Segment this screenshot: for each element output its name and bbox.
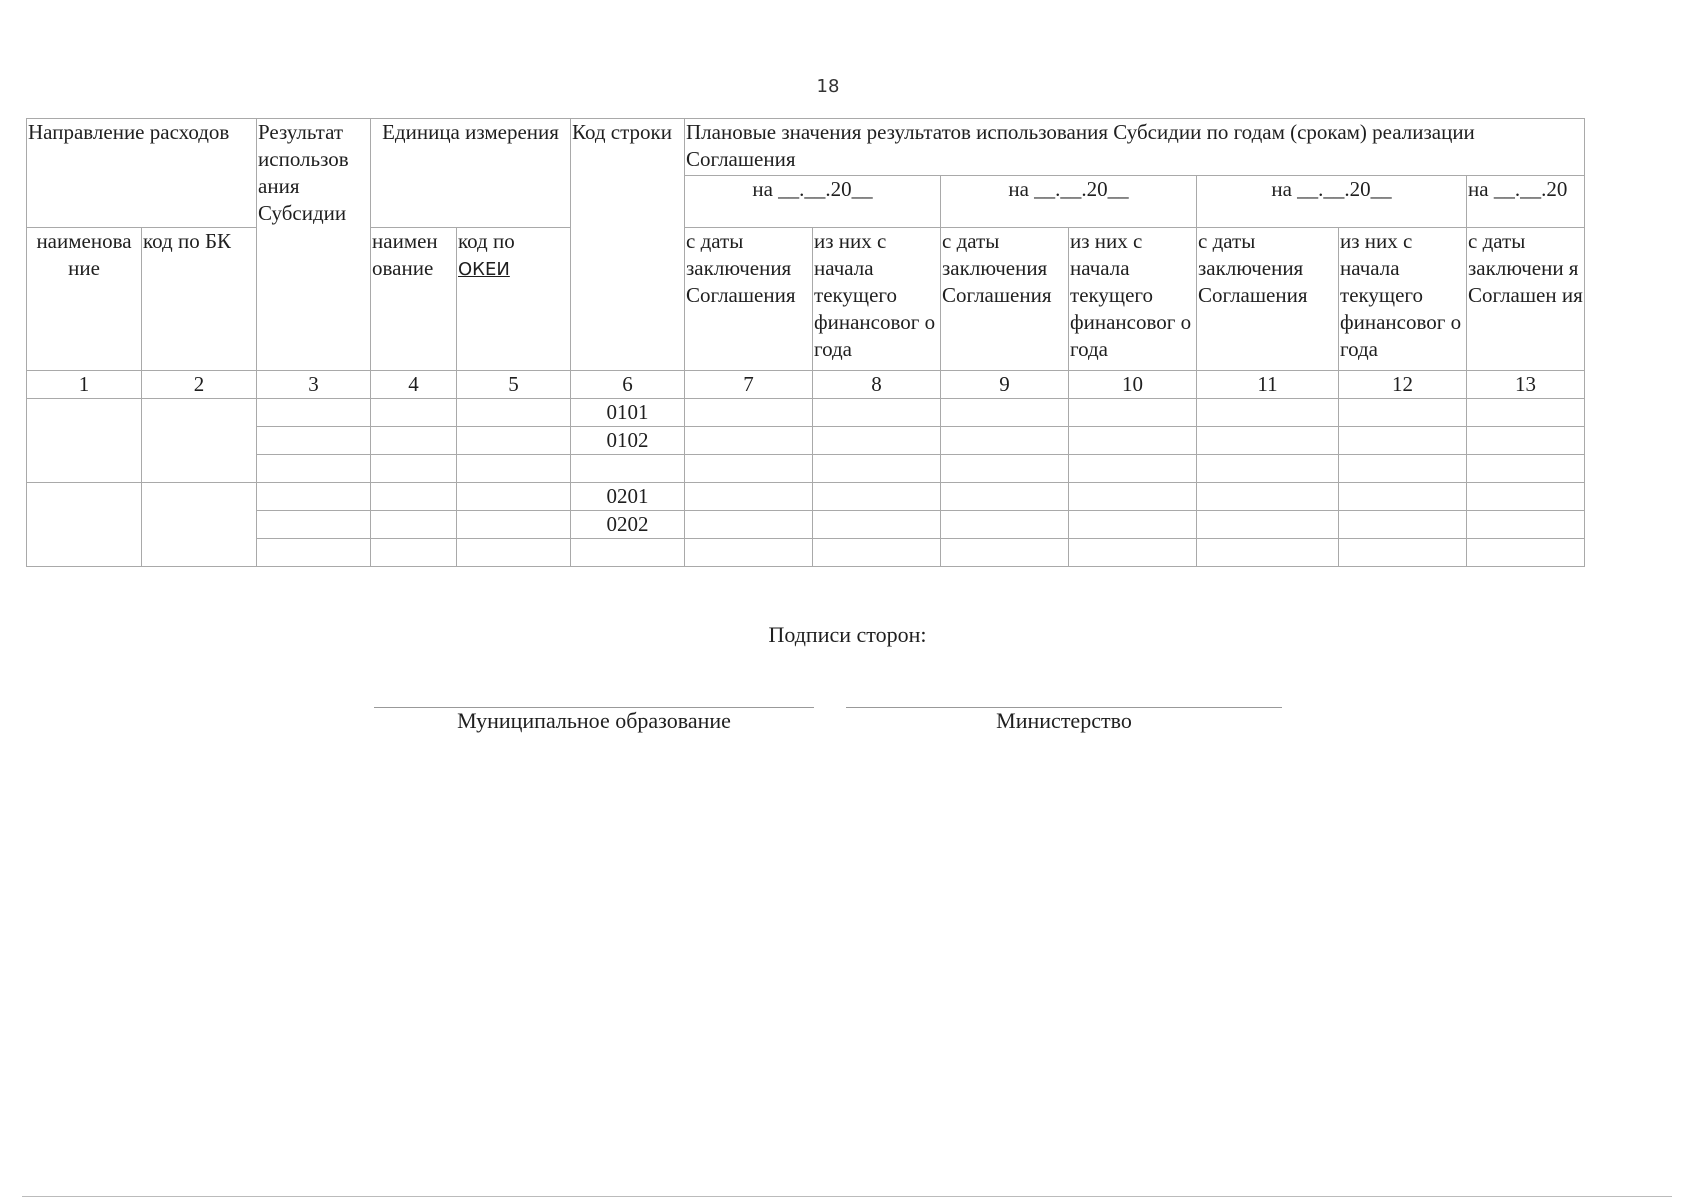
- direction-name-cell-1: [27, 399, 142, 483]
- col-num-6: 6: [571, 371, 685, 399]
- signature-label-left: Муниципальное образование: [457, 708, 731, 733]
- col-num-5: 5: [457, 371, 571, 399]
- col-num-3: 3: [257, 371, 371, 399]
- row-code: 0101: [571, 399, 685, 427]
- okei-label: ОКЕИ: [458, 259, 510, 280]
- col-num-10: 10: [1069, 371, 1197, 399]
- header-since-year-start-1: из них с начала текущего финансовог о года: [813, 228, 941, 371]
- header-unit: Единица измерения: [371, 119, 571, 228]
- header-row-code: Код строки: [571, 119, 685, 371]
- header-date-1: на __.__.20__: [685, 176, 941, 228]
- header-since-agreement-3: с даты заключения Соглашения: [1197, 228, 1339, 371]
- signature-label-right: Министерство: [996, 708, 1132, 733]
- col-num-7: 7: [685, 371, 813, 399]
- row-code: 0202: [571, 511, 685, 539]
- page-number: 18: [816, 76, 840, 97]
- row-code: 0201: [571, 483, 685, 511]
- row-code: 0102: [571, 427, 685, 455]
- col-num-1: 1: [27, 371, 142, 399]
- okei-prefix: код по: [458, 229, 515, 253]
- table-row: [27, 427, 1585, 455]
- col-num-9: 9: [941, 371, 1069, 399]
- table-row: [27, 483, 1585, 511]
- header-since-year-start-3: из них с начала текущего финансовог о года: [1339, 228, 1467, 371]
- col-num-13: 13: [1467, 371, 1585, 399]
- header-okei-code: [457, 228, 571, 371]
- header-direction: Направление расходов: [27, 119, 257, 228]
- page-bottom-divider: [22, 1196, 1672, 1197]
- header-bk-code: код по БК: [142, 228, 257, 371]
- header-date-3: на __.__.20__: [1197, 176, 1467, 228]
- header-since-year-start-2: из них с начала текущего финансовог о года: [1069, 228, 1197, 371]
- col-num-2: 2: [142, 371, 257, 399]
- bk-code-cell-2: [142, 483, 257, 567]
- header-since-agreement-4: с даты заключени я Соглашен ия: [1467, 228, 1585, 371]
- header-date-2: на __.__.20__: [941, 176, 1197, 228]
- table-row: [27, 539, 1585, 567]
- bk-code-cell-1: [142, 399, 257, 483]
- header-planned-values: Плановые значения результатов использования Субсидии по годам (срокам) реализации Соглашения: [685, 119, 1585, 176]
- header-since-agreement-2: с даты заключения Соглашения: [941, 228, 1069, 371]
- header-date-4: на __.__.20: [1467, 176, 1585, 228]
- col-num-12: 12: [1339, 371, 1467, 399]
- col-num-8: 8: [813, 371, 941, 399]
- header-result: Результат использов ания Субсидии: [257, 119, 371, 371]
- header-since-agreement-1: с даты заключения Соглашения: [685, 228, 813, 371]
- col-num-11: 11: [1197, 371, 1339, 399]
- signatures-title: Подписи сторон:: [768, 622, 927, 647]
- table-row: [27, 399, 1585, 427]
- row-code: [571, 455, 685, 483]
- col-num-4: 4: [371, 371, 457, 399]
- direction-name-cell-2: [27, 483, 142, 567]
- table-row: [27, 511, 1585, 539]
- row-code: [571, 539, 685, 567]
- table-row: [27, 455, 1585, 483]
- header-unit-name: наимен ование: [371, 228, 457, 371]
- column-number-row: [27, 371, 1585, 399]
- header-name: наименова ние: [27, 228, 142, 371]
- results-table: [26, 118, 1585, 567]
